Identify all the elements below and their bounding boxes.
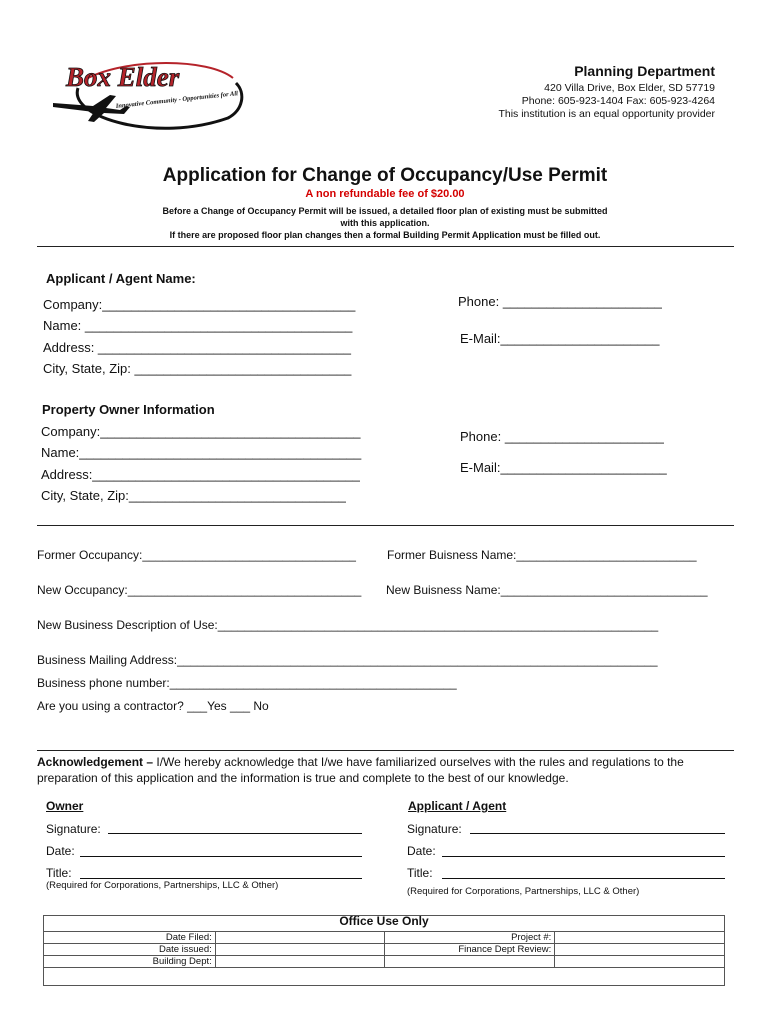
applicant-phone-field[interactable]: Phone: ______________________ [458,294,662,309]
new-occupancy-field[interactable]: New Occupancy:___________________________________ [37,583,362,597]
project-number-cell[interactable] [555,932,725,944]
building-dept-label: Building Dept: [44,956,216,968]
agent-signature-heading: Applicant / Agent [408,799,507,813]
applicant-heading: Applicant / Agent Name: [46,271,196,286]
agent-signature-label: Signature: [407,822,462,836]
agent-title-label: Title: [407,866,433,880]
owner-address-field[interactable]: Address:_____________________________________ [41,467,360,482]
owner-email-field[interactable]: E-Mail:_______________________ [460,460,667,475]
department-address: 420 Villa Drive, Box Elder, SD 57719 [544,82,715,94]
business-description-field[interactable]: New Business Description of Use:__________________________________________________________________ [37,618,659,632]
owner-signature-label: Signature: [46,822,101,836]
applicant-city-field[interactable]: City, State, Zip: ______________________________ [43,361,352,376]
owner-phone-field[interactable]: Phone: ______________________ [460,429,664,444]
agent-date-line[interactable] [442,856,725,857]
acknowledgement-label: Acknowledgement – [37,755,154,769]
applicant-name-field[interactable]: Name: _____________________________________ [43,318,353,333]
empty-label-cell [385,956,555,968]
project-number-label: Project #: [385,932,555,944]
acknowledgement-body: I/We hereby acknowledge that I/we have familiarized ourselves with the rules and regulations to the [153,755,684,769]
owner-date-label: Date: [46,844,75,858]
owner-city-field[interactable]: City, State, Zip:______________________________ [41,488,346,503]
department-title: Planning Department [574,63,715,79]
building-dept-cell[interactable] [215,956,385,968]
new-business-name-field[interactable]: New Buisness Name:_______________________________ [386,583,708,597]
former-occupancy-field[interactable]: Former Occupancy:________________________________ [37,548,356,562]
owner-title-line[interactable] [80,878,362,879]
table-row [44,956,725,968]
owner-title-label: Title: [46,866,72,880]
finance-review-cell[interactable] [555,944,725,956]
business-phone-field[interactable]: Business phone number:___________________________________________ [37,676,457,690]
agent-required-note: (Required for Corporations, Partnerships, LLC & Other) [407,886,640,897]
date-issued-cell[interactable] [215,944,385,956]
agent-title-line[interactable] [442,878,725,879]
fee-notice: A non refundable fee of $20.00 [305,188,465,200]
applicant-company-field[interactable]: Company:___________________________________ [43,297,356,312]
instructions-line-3: If there are proposed floor plan changes then a formal Building Permit Application must be filled out. [169,230,601,240]
divider [37,525,734,526]
owner-required-note: (Required for Corporations, Partnerships, LLC & Other) [46,880,279,891]
owner-signature-heading: Owner [46,799,84,813]
finance-review-label: Finance Dept Review: [385,944,555,956]
logo-tagline: Innovative Community - Opportunities for All [115,90,239,110]
agent-date-label: Date: [407,844,436,858]
former-business-name-field[interactable]: Former Buisness Name:___________________________ [387,548,697,562]
office-use-heading: Office Use Only [339,914,429,928]
empty-cell[interactable] [555,956,725,968]
instructions-line-2: with this application. [340,218,430,228]
instructions-line-1: Before a Change of Occupancy Permit will be issued, a detailed floor plan of existing must be submitted [162,206,608,216]
business-mailing-address-field[interactable]: Business Mailing Address:________________________________________________________________________ [37,653,658,667]
agent-signature-line[interactable] [470,833,725,834]
box-elder-logo [48,48,248,138]
date-issued-label: Date issued: [44,944,216,956]
contractor-question[interactable]: Are you using a contractor? ___Yes ___ No [37,699,269,713]
date-filed-label: Date Filed: [44,932,216,944]
owner-name-field[interactable]: Name:_______________________________________ [41,445,362,460]
acknowledgement-text-2: preparation of this application and the information is true and complete to the best of our knowledge. [37,771,569,785]
applicant-email-field[interactable]: E-Mail:______________________ [460,331,660,346]
owner-date-line[interactable] [80,856,362,857]
table-row [44,932,725,944]
divider [37,246,734,247]
acknowledgement-text [37,755,684,769]
divider [37,750,734,751]
owner-info-heading: Property Owner Information [42,402,215,417]
applicant-address-field[interactable]: Address: ___________________________________ [43,340,351,355]
logo-wordmark: Box Elder [66,62,180,92]
owner-signature-line[interactable] [108,833,362,834]
equal-opportunity-statement: This institution is an equal opportunity provider [498,108,715,120]
table-row [44,944,725,956]
page-title: Application for Change of Occupancy/Use Permit [162,165,608,186]
department-phone-fax: Phone: 605-923-1404 Fax: 605-923-4264 [521,95,715,107]
owner-company-field[interactable]: Company:____________________________________ [41,424,361,439]
date-filed-cell[interactable] [215,932,385,944]
